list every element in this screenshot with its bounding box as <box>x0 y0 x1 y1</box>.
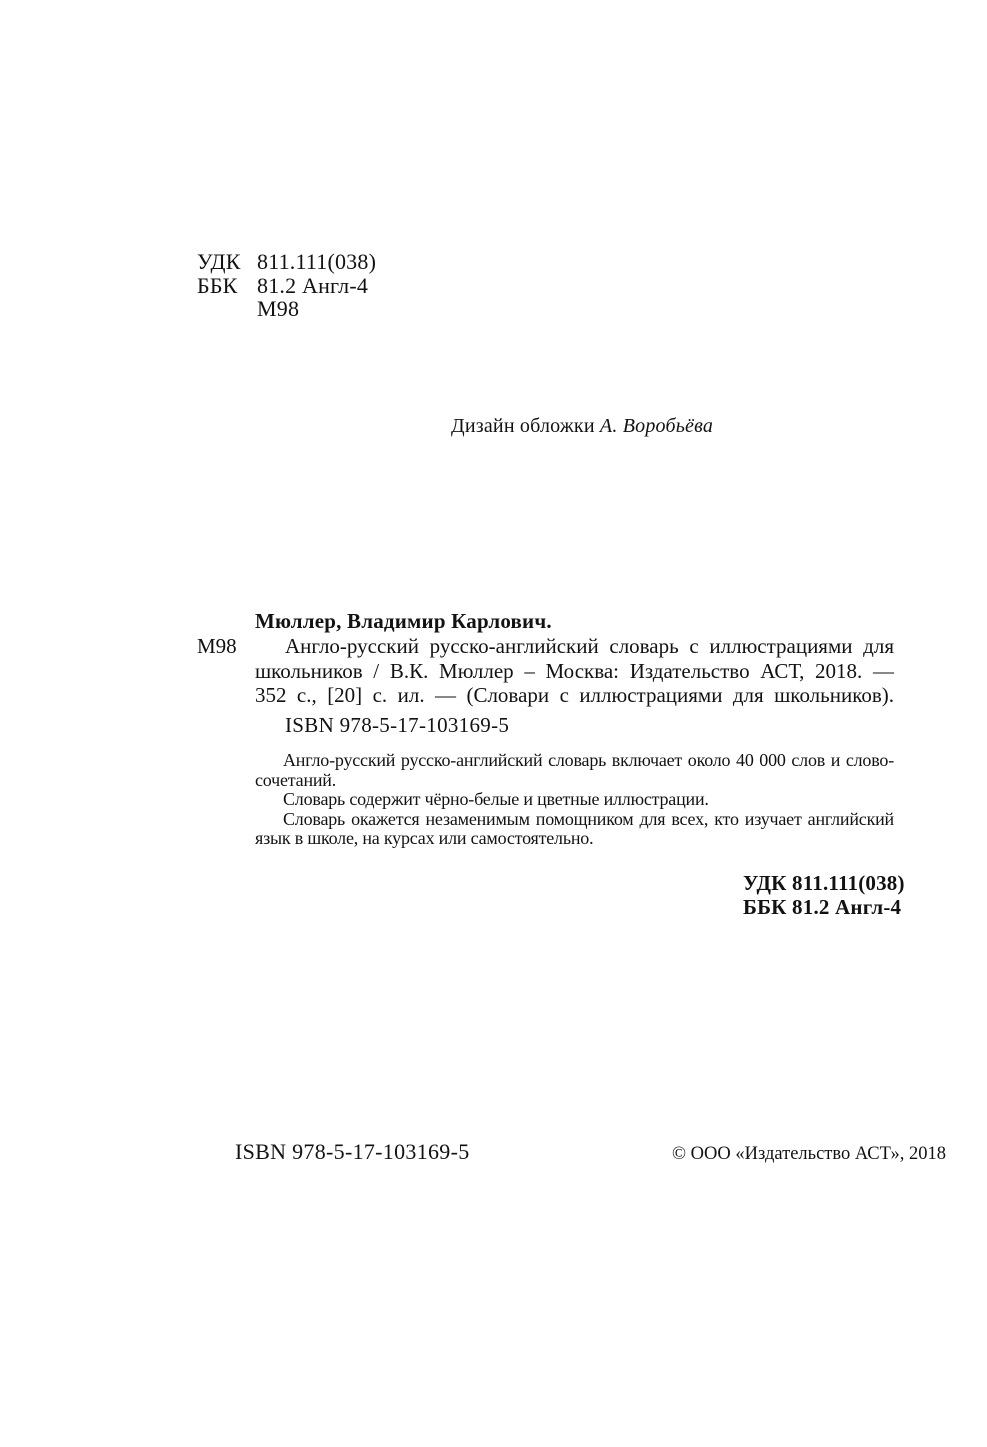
footer-copyright: © ООО «Издательство АСТ», 2018 <box>672 1144 946 1164</box>
udk-label: УДК <box>197 249 241 274</box>
book-code-value: М98 <box>257 296 300 321</box>
udk-row <box>197 250 376 274</box>
annotation <box>255 751 894 849</box>
annotation-line: сочетаний. <box>255 769 337 790</box>
isbn-line: ISBN 978-5-17-103169-5 <box>285 713 510 737</box>
annotation-line: Англо-русский русско-английский словарь включает около 40 000 слов и слово- <box>283 750 894 770</box>
annotation-line: Словарь содержит чёрно-белые и цветные иллюстрации. <box>283 789 709 810</box>
bbk-row <box>197 274 376 298</box>
cover-designer-name: А. Воробьёва <box>599 415 714 437</box>
cover-design-credit <box>451 414 713 438</box>
book-code-label <box>197 297 257 321</box>
book-code-margin: М98 <box>197 634 237 658</box>
bbk-bottom: ББК 81.2 Англ-4 <box>743 894 902 919</box>
bbk-value: 81.2 Англ-4 <box>257 272 369 298</box>
udk-value: 811.111(038) <box>257 249 377 274</box>
annotation-line: Словарь окажется незаменимым помощником для всех, кто изучает английский <box>283 808 894 829</box>
description-line: школьников / В.К. Мюллер – Москва: Издательство АСТ, 2018. — <box>255 658 894 683</box>
classification-bottom <box>743 872 905 919</box>
cover-design-text: Дизайн обложки <box>451 415 595 437</box>
udk-bottom: УДК 811.111(038) <box>743 871 905 895</box>
annotation-line: язык в школе, на курсах или самостоятельно. <box>255 828 594 849</box>
description-line: 352 с., [20] с. ил. — (Словари с иллюстрациями для школьников). <box>255 683 894 708</box>
footer-isbn: ISBN 978-5-17-103169-5 <box>235 1139 470 1164</box>
book-code-row <box>197 297 376 321</box>
classification-top <box>197 250 376 321</box>
description-line: Англо-русский русско-английский словарь с иллюстрациями для <box>285 634 894 658</box>
author-heading: Мюллер, Владимир Карлович. <box>255 609 552 633</box>
bbk-label: ББК <box>197 272 238 298</box>
bibliographic-description <box>255 634 894 708</box>
